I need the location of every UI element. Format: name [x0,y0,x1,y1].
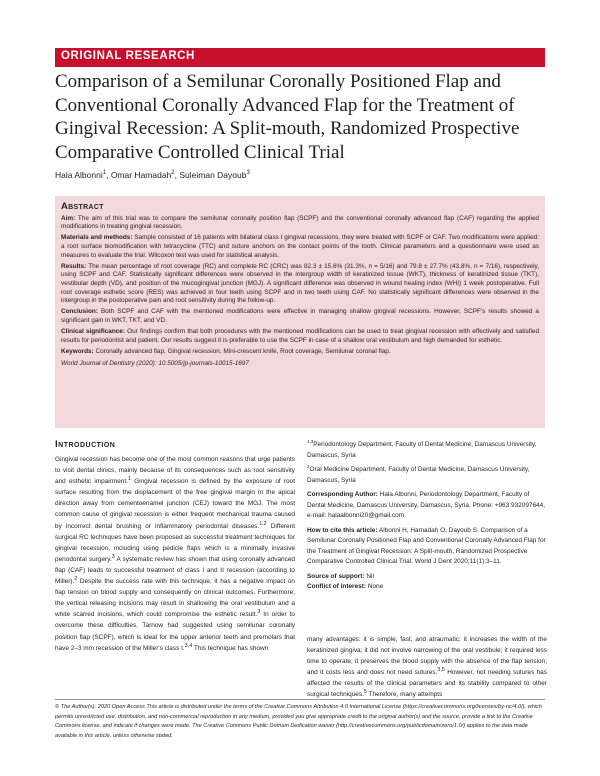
section-label: ORIGINAL RESEARCH [61,50,195,62]
corresponding-label: Corresponding Author: [307,491,378,498]
abstract-conclusion [61,308,539,325]
aim-label: Aim: [61,214,76,222]
how-to-cite [307,526,547,568]
intro-text: Therefore, many attempts [368,691,443,699]
conclusion-label: Conclusion: [61,308,98,316]
journal-citation: World Journal of Dentistry (2020): 10.5005/jp-journals-10015-1697 [61,359,249,367]
ref-mark: 3,4 [184,642,193,649]
author-name: Hala Albonni [55,170,103,180]
keywords-label: Keywords: [61,348,94,356]
affiliation-mark: 1,3 [307,438,314,444]
intro-text: Gingival recession is defined by the exposure of root surface resulting from the displacement of the free gingival margin in the apical direction away from cementoenamel junction (CEJ) toward the MGJ. The most common cause of gingival recession is either frequent mechanical trauma caused by incorrect dental brushing or inflammatory periodontal diseases. [55,478,295,530]
methods-text: Sample consisted of 16 patients with bilateral class I gingival recessions, they were treated with SCPF or CAF. Two modifications were applied: a root surface biomodification with tetracycline (TTC) and suture anchors on the contact points of the tooth. Clinical parameters and a questionnaire were used as measures to evaluate the trial. Wilcoxon test was used for statistical analysis. [61,234,539,259]
author-affiliation-mark: 1 [102,170,107,177]
introduction-paragraph-continued [307,634,547,701]
cite-text: Albonni H, Hamadah O, Dayoub S. Comparison of a Semilunar Coronally Positioned Flap and Conventional Coronally Advanced Flap for the Treatment of Gingival Recession: A Split-mouth, Randomized Prospective Comparative Controlled Clinical Trial. World J Dent 2020;11(1):3–11. [307,526,546,565]
introduction-right-column [307,634,547,701]
author-affiliation-mark: 3 [246,170,250,177]
intro-text: Gingival recession has become one of the most common reasons that urge patients to visit dental clinics, mainly because of its consequences such as root sensitivity and esthetic impairment. [55,456,295,486]
affiliation-2 [307,465,547,486]
support-label: Source of support: [307,572,365,580]
abstract-box [55,196,545,428]
conflict-label: Conflict of interest: [307,583,367,590]
results-label: Results: [61,262,87,270]
author-list: Hala Albonni$^1$, Omar Hamadah$^2$, Suleiman Dayoub$^3$ [55,170,250,180]
clinical-text: Our findings confirm that both procedures with the mentioned modifications can be used to treat gingival recession with effectively and satisfied results for periodontist and patient. Our results suggest it is preferable to use the SCPF in case of a shallow oral vestibulum and high demanded for esthetic. [61,328,540,344]
intro-text: many advantages: it is simple, fast, and atraumatic; it increases the width of the keratinized gingiva; it did not involve narrowing of the oral vestibule; it required less time to operate; it preserves the blood supply with the absence of the flap tension; and it costs less and does not need sutures. [307,636,547,677]
aim-text: The aim of this trial was to compare the semilunar coronally position flap (SCPF) and the conventional coronally advanced flap (CAF) regarding the applied modifications in treating gingival recession. [61,214,539,231]
conflict-text: None [367,583,384,590]
introduction-paragraph [55,454,295,654]
affiliation-1 [307,440,547,461]
source-of-support [307,572,547,583]
affiliation-mark: 2 [307,463,310,469]
intro-text: Despite the success rate with this technique, it has a negative impact on flap tension on blood supply and consequently on clinical outcomes. Furthermore, the vertical releasing incisions may result in shallowing the oral vestibulum and a white scarred incisions, which could compromise the esthetic result. [55,578,295,619]
corresponding-author [307,490,547,522]
intro-text: A systematic review has shown that using coronally advanced flap (CAF) leads to successful treatment of class I and II recession (according to Miller). [55,555,295,586]
section-label-bar [55,48,545,67]
intro-text: In order to overcome these difficulties, Tarnow had suggested using semilunar coronally position flap (SCPF), which is ideal for the upper anterior teeth and premolars that have 2–3 mm recession of the Miller's class I. [55,611,296,652]
author-name: Suleiman Dayoub [179,170,247,180]
ref-mark: 3 [257,609,261,616]
abstract-results [61,263,539,306]
affiliation-text: Periodontology Department, Faculty of Dental Medicine, Damascus University, Damascus, Syria [307,441,537,459]
ref-mark: 3 [111,553,115,560]
ref-mark: 1 [127,476,131,483]
cite-label: How to cite this article: [307,526,378,534]
affiliation-text: Oral Medicine Department, Faculty of Dental Medicine, Damascus University, Damascus, Syria [307,466,530,484]
intro-text: However, not needing sutures has affected the results of the clinical parameters and its stability compared to other surgical techniques. [307,669,547,699]
methods-label: Materials and methods: [61,234,133,242]
footer-divider [55,699,545,700]
author-affiliation-mark: 2 [171,170,175,177]
ref-mark: 3,5 [437,667,445,674]
abstract-heading: Abstract [61,201,104,212]
conflict-of-interest [307,582,547,593]
ref-mark: 2 [74,575,78,582]
author-name: Omar Hamadah [110,170,172,180]
introduction-heading: Introduction [55,439,116,450]
abstract-methods [61,234,539,260]
affiliations-block [307,440,547,597]
abstract-clinical [61,328,539,345]
ref-mark: 5 [363,689,367,696]
introduction-left-column [55,454,295,654]
conclusion-text: Both SCPF and CAF with the mentioned modifications were effective in managing shallow gingival recessions. However, SCPF's results showed a significant gain in WKT, TKT, and VD. [61,308,539,324]
keywords-text: Coronally advanced flap, Gingival recession, Mini-crescent knife, Root coverage, Semilunar coronal flap. [95,348,391,356]
ref-mark: 1,2 [259,520,267,527]
clinical-label: Clinical significance: [61,328,125,336]
article-title: Comparison of a Semilunar Coronally Positioned Flap and Conventional Coronally Advanced Flap for the Treatment of Gingival Recession: A Split-mouth, Randomized Prospective Comparative Controlled Clinical Trial [55,71,520,163]
abstract-keywords [61,348,539,357]
intro-text: This technique has shown [193,644,269,652]
license-footer: © The Author(s). 2020 Open Access This article is distributed under the terms of the Creative Commons Attribution 4.0 International License (https://creativecommons.org/licenses/by-nc/4.0/), which permits unrestricted use, distribution, and non-commercial reproduction in any medium, provided you give appropriate credit to the original author(s) and the source, provide a link to the Creative Commons license, and indicate if changes were made. The Creative Commons Public Domain Dedication waiver (http://creativecommons.org/publicdomain/zero/1.0/) applies to the data made available in this article, unless otherwise stated. [55,704,542,740]
support-text: Nil [366,572,374,580]
abstract-aim [61,215,539,232]
results-text: The mean percentage of root coverage (RC) and complete RC (CRC) was 82.3 ± 15.6% (31.3%, n = 5/16) and 79.8 ± 27.7% (43.8%, n = 7/16), respectively, using SCPF and CAF. Statistically significant differences were observed in the intergroup width of keratinized tissue (WKT), thickness of keratinized tissue (TKT), vestibular depth (VD), and position of the mucogingival junction (MGJ). A significant difference was observed in wound healing index (WHI) 1 week postoperative. Full root coverage esthetic score (RES) was achieved in four teeth using SCPF and in two teeth using CAF. No statistically significant differences were observed in the intergroup in the postoperative pain and root sensitivity during the follow-up. [61,262,539,305]
corresponding-text: Hala Albonni, Periodontology Department, Faculty of Dental Medicine, Damascus University, Damascus, Syria, Phone: +963 932097644, e-mail: halaalbonni20@gmail.com [307,491,546,519]
intro-text: Different surgical RC techniques have been proposed as successful treatment techniques for gingival recession, including using pedicle flaps which is a minimally invasive periodontal surgery. [55,522,295,563]
